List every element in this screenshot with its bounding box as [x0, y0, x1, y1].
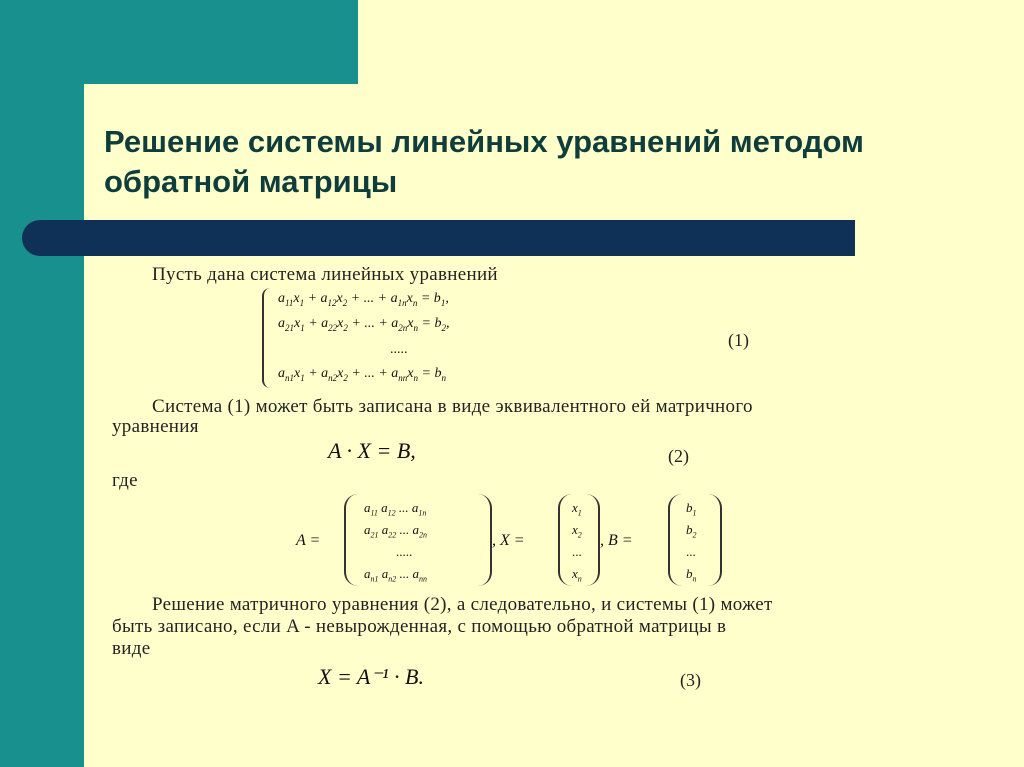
where-text: где [112, 470, 138, 491]
intro-text: Пусть дана система линейных уравнений [152, 264, 498, 285]
matrix-a: $a_{11}$ $a_{12}$ ... $a_{1n}$ $a_{21}$ $a_{22}$ ... $a_{2n}$ ..... $a_{n1}$ $a_{n2}$ ... $a_{nn}$ [344, 494, 492, 586]
equation-row-dots: ..... [390, 342, 408, 357]
equation-row-n: $a_{n1}x_1 + a_{n2}x_2$ + ... + $a_{nn}x_n = b_n$ [278, 366, 446, 383]
system-note-text: Система (1) может быть записана в виде эквивалентного ей матричного [152, 396, 753, 417]
solution-note-text: Решение матричного уравнения (2), а следовательно, и системы (1) может [152, 594, 773, 615]
solution-note-text-3: виде [112, 638, 151, 659]
title-divider-band [22, 220, 855, 256]
system-note-text-2: уравнения [112, 416, 199, 437]
matrix-equation: A · X = B, [328, 438, 416, 463]
slide-title: Решение системы линейных уравнений методом обратной матрицы [104, 124, 864, 199]
matrix-a-label: A = [296, 532, 321, 549]
teal-side-bar [0, 0, 84, 767]
equation-row-1: $a_{11}x_1 + a_{12}x_2$ + ... + $a_{1n}x_n = b_1$, [278, 291, 449, 308]
matrix-b: $b_1$ $b_2$ ... $b_n$ [668, 494, 722, 586]
equation-row-2: $a_{21}x_1 + a_{22}x_2$ + ... + $a_{2n}x_n = b_2$, [278, 316, 450, 333]
matrix-x: $x_1$ $x_2$ ... $x_n$ [558, 494, 600, 586]
matrix-b-label: , B = [600, 532, 633, 549]
background-top [358, 0, 1024, 84]
system-brace [262, 288, 274, 388]
solution-note-text-2: быть записано, если A - невырожденная, с помощью обратной матрицы в [112, 616, 727, 637]
equation-label-2: (2) [668, 446, 689, 466]
equation-label-3: (3) [680, 670, 701, 690]
matrix-x-label: , X = [492, 532, 525, 549]
equation-label-1: (1) [728, 330, 749, 350]
inverse-matrix-equation: X = A⁻¹ · B. [318, 664, 424, 689]
